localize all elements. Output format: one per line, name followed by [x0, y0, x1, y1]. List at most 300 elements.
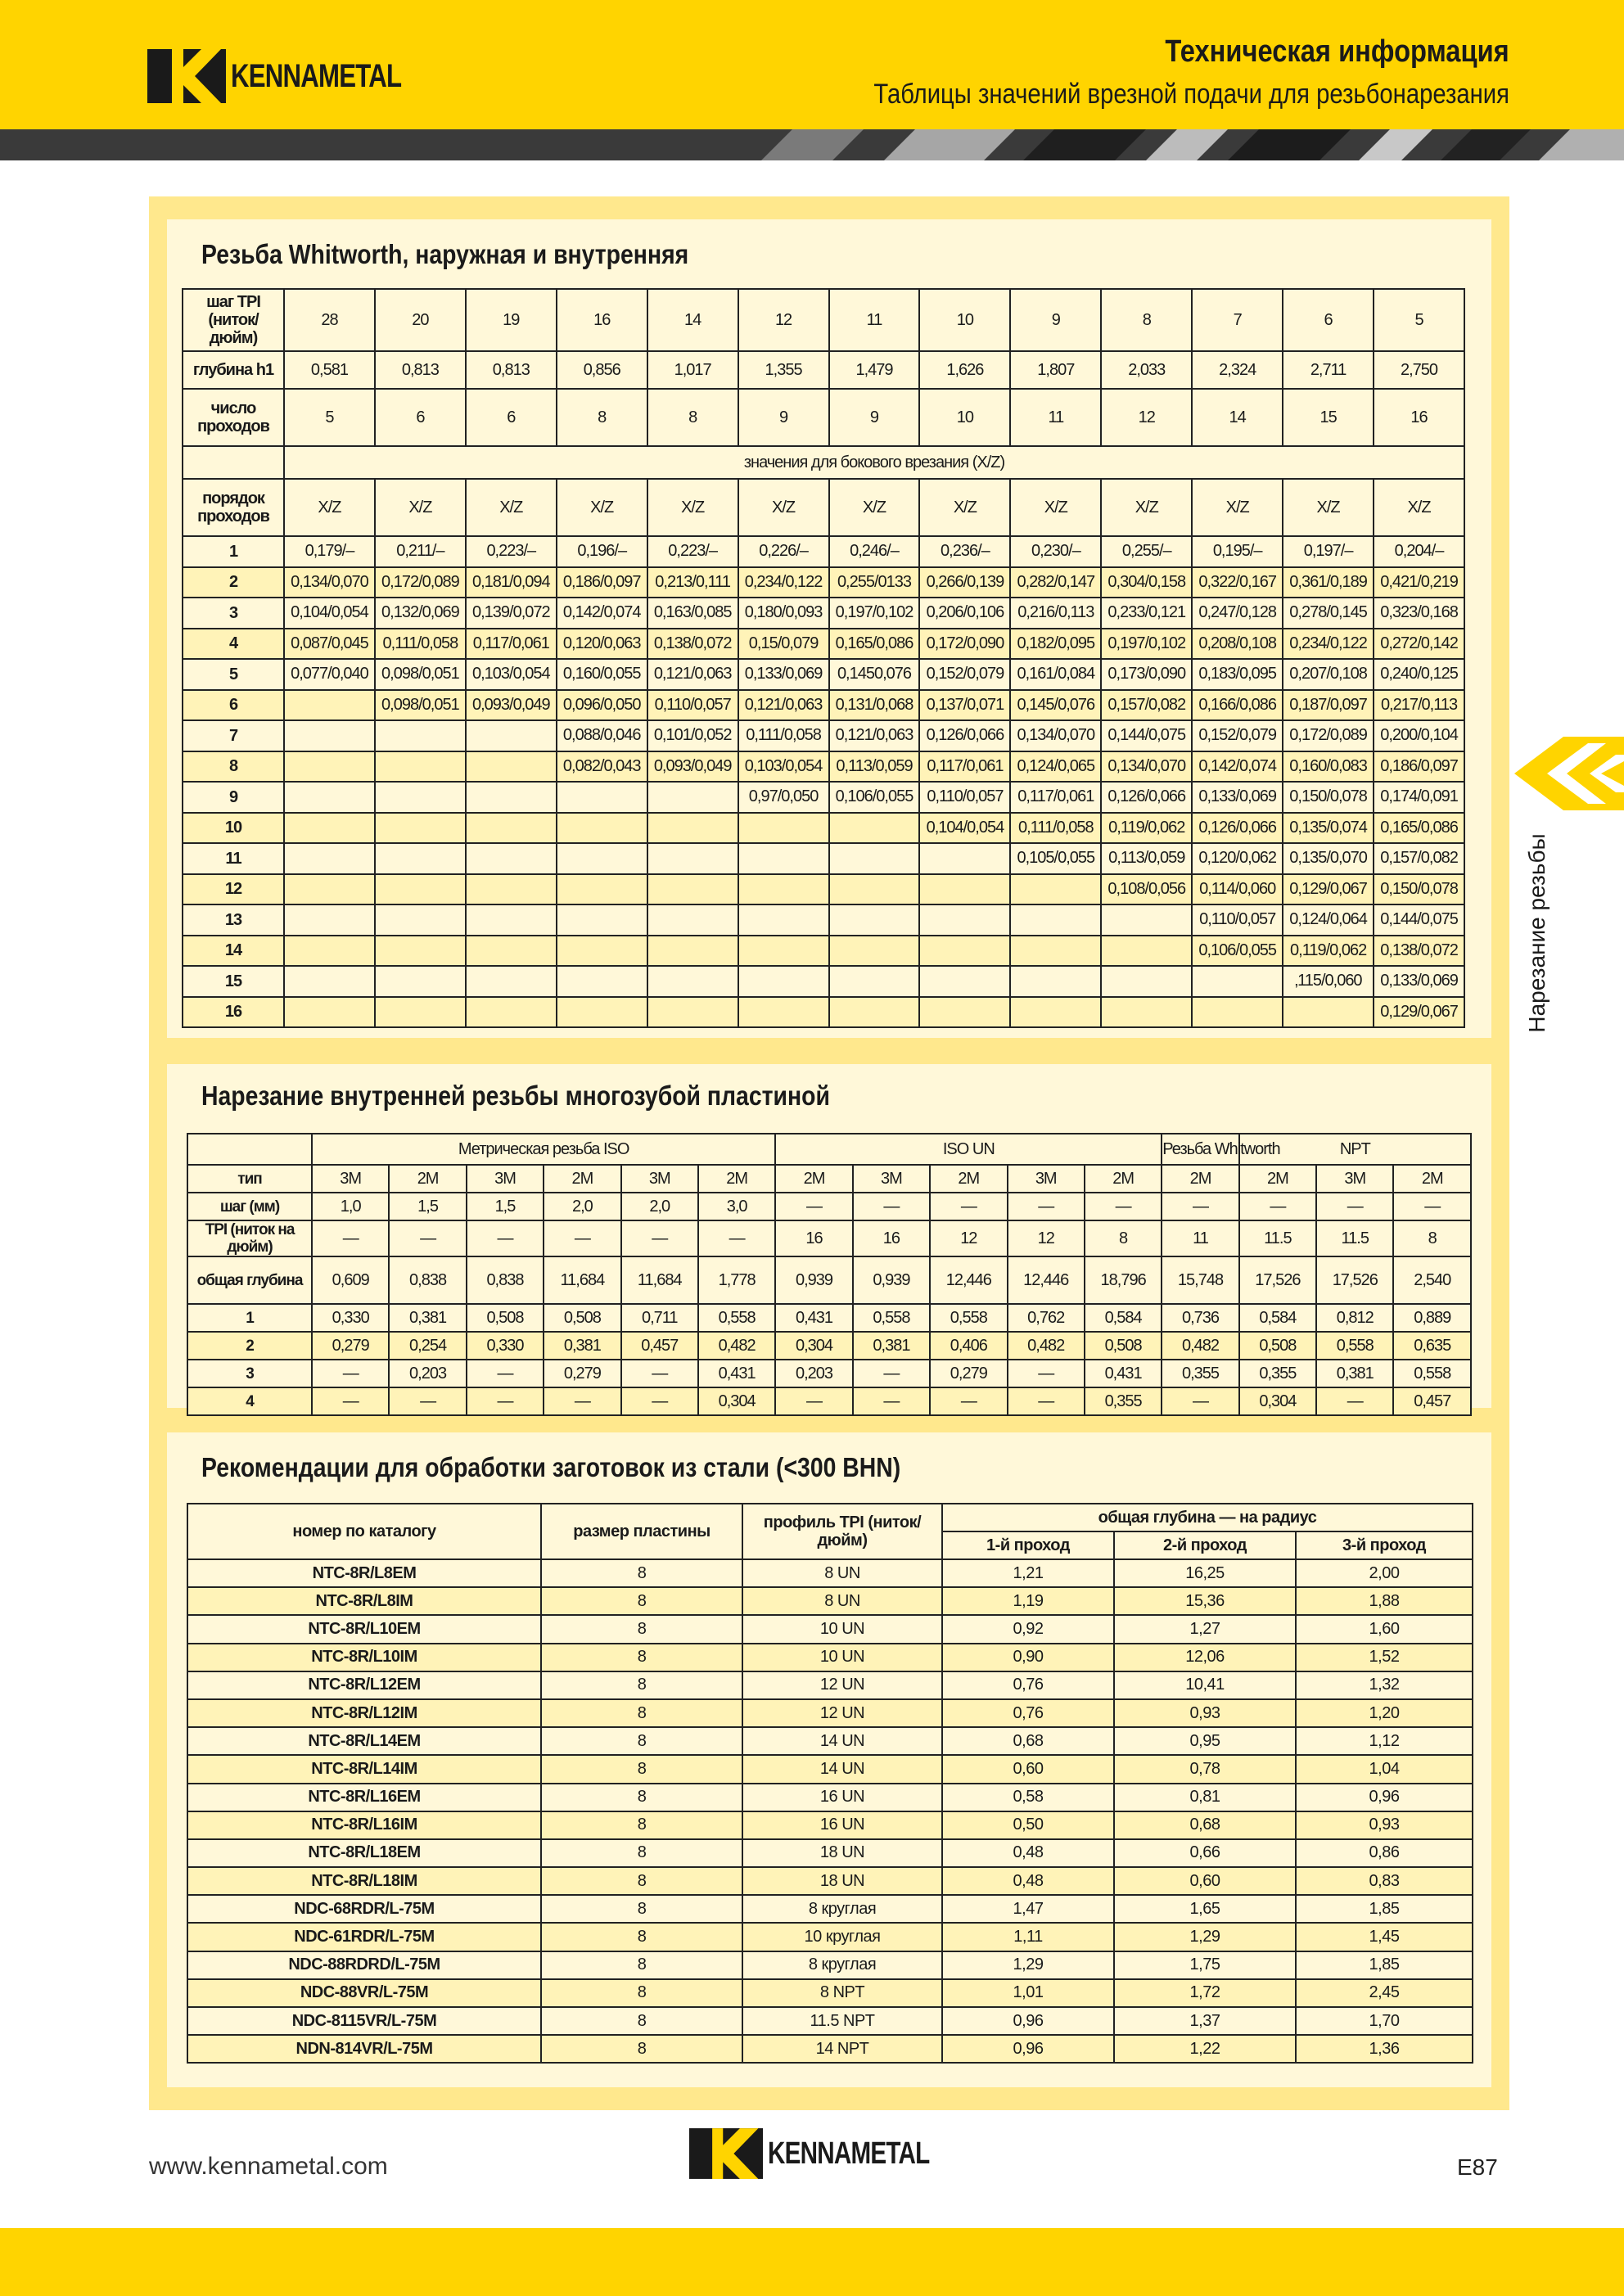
table-cell: 0,838	[467, 1256, 544, 1304]
catalog-number: NTC-8R/L18EM	[187, 1839, 541, 1867]
table-cell	[1101, 997, 1192, 1028]
table-cell: 1,75	[1114, 1951, 1296, 1979]
table-cell: 0,813	[375, 351, 466, 389]
table-cell: 0,207/0,108	[1283, 659, 1374, 690]
table-cell: 5	[1374, 289, 1464, 351]
table-cell: 0,66	[1114, 1839, 1296, 1867]
table-cell: 8 круглая	[742, 1895, 942, 1923]
table-cell: 0,93	[1114, 1699, 1296, 1727]
kennametal-k-icon	[147, 49, 226, 103]
table-cell: 0,113/0,059	[829, 751, 920, 783]
table-cell: 0,211/–	[375, 536, 466, 567]
steel-card	[167, 1432, 1491, 2087]
table-cell: 0,110/0,057	[1192, 904, 1283, 936]
table-cell: 2,00	[1296, 1559, 1473, 1587]
table-cell: —	[1008, 1360, 1085, 1387]
table-cell: 1,29	[942, 1951, 1114, 1979]
table-cell: 0,278/0,145	[1283, 598, 1374, 629]
table-cell: 0,117/0,061	[919, 751, 1010, 783]
table-row	[187, 1360, 1471, 1387]
table-cell: 0,110/0,057	[919, 782, 1010, 813]
table-cell	[829, 966, 920, 997]
catalog-number: NTC-8R/L14EM	[187, 1727, 541, 1755]
table-cell: 0,95	[1114, 1727, 1296, 1755]
footer-bar	[0, 2228, 1624, 2296]
table-row	[187, 1559, 1473, 1587]
header-title: Техническая информация	[1165, 34, 1509, 69]
table-cell: 0,101/0,052	[647, 720, 738, 751]
table-cell: 0,330	[312, 1304, 389, 1332]
table-cell: 0,76	[942, 1671, 1114, 1699]
table-cell: 0,584	[1085, 1304, 1162, 1332]
table-cell: 0,206/0,106	[919, 598, 1010, 629]
table-cell: —	[698, 1220, 775, 1256]
tpi-row	[183, 289, 1464, 351]
table-cell	[1192, 997, 1283, 1028]
table-cell: 16	[557, 289, 647, 351]
table-row	[187, 1727, 1473, 1755]
table-cell: 0,457	[1393, 1387, 1471, 1415]
table-cell: 0,58	[942, 1784, 1114, 1811]
side-tab-label: Нарезание резьбы	[1524, 833, 1550, 1033]
table-cell: 8	[557, 389, 647, 446]
xz-cell: X/Z	[284, 479, 375, 536]
multitooth-card	[167, 1064, 1491, 1408]
table-cell: 0,119/0,062	[1283, 936, 1374, 967]
table-cell: 0,255/–	[1101, 536, 1192, 567]
table-row	[187, 1587, 1473, 1615]
header-catalog: номер по каталогу	[187, 1504, 541, 1559]
table-cell	[1010, 997, 1101, 1028]
table-cell: 0,304/0,158	[1101, 567, 1192, 598]
table-cell: 0,093/0,049	[647, 751, 738, 783]
table-cell: 1,22	[1114, 2035, 1296, 2063]
table-cell	[829, 904, 920, 936]
table-cell: 0,234/0,122	[738, 567, 829, 598]
table-cell: 0,255/0133	[829, 567, 920, 598]
table-row	[183, 904, 1464, 936]
table-row	[183, 598, 1464, 629]
table-cell: 0,939	[775, 1256, 852, 1304]
table-cell	[919, 936, 1010, 967]
table-cell: 0,609	[312, 1256, 389, 1304]
table-row	[183, 966, 1464, 997]
multitooth-table	[187, 1133, 1472, 1416]
table-row	[187, 1644, 1473, 1671]
table-cell: 0,200/0,104	[1374, 720, 1464, 751]
table-cell: 0,223/–	[647, 536, 738, 567]
table-cell: 0,142/0,074	[1192, 751, 1283, 783]
table-cell	[919, 966, 1010, 997]
table-cell	[647, 904, 738, 936]
table-cell: 0,088/0,046	[557, 720, 647, 751]
table-cell: 2,45	[1296, 1979, 1473, 2007]
table-cell: 0,482	[698, 1332, 775, 1360]
table-cell: 12,446	[930, 1256, 1007, 1304]
table-cell: 1,12	[1296, 1727, 1473, 1755]
table-cell: 1,72	[1114, 1979, 1296, 2007]
table-cell: 0,234/0,122	[1283, 629, 1374, 660]
row-label: порядок проходов	[183, 479, 284, 536]
type-row	[187, 1165, 1471, 1193]
table-cell: 0,813	[466, 351, 557, 389]
table-cell: —	[389, 1387, 466, 1415]
table-row	[183, 567, 1464, 598]
table-row	[187, 1755, 1473, 1783]
table-cell: 12	[930, 1220, 1007, 1256]
table-row	[187, 1387, 1471, 1415]
table-cell: 1,88	[1296, 1587, 1473, 1615]
row-number: 16	[183, 997, 284, 1028]
table-row	[183, 720, 1464, 751]
table-cell: 8 UN	[742, 1559, 942, 1587]
table-cell: 0,105/0,055	[1010, 843, 1101, 874]
table-cell: 0,179/–	[284, 536, 375, 567]
content-panel	[149, 196, 1509, 2110]
table-cell: 0,161/0,084	[1010, 659, 1101, 690]
row-label: глубина h1	[183, 351, 284, 389]
table-cell: 0,889	[1393, 1304, 1471, 1332]
table-cell: 1,29	[1114, 1923, 1296, 1951]
header-size: размер пластины	[541, 1504, 742, 1559]
passes-row	[183, 389, 1464, 446]
group-header: NPT	[1239, 1134, 1471, 1165]
table-cell: 0,246/–	[829, 536, 920, 567]
catalog-number: NDC-68RDR/L-75M	[187, 1895, 541, 1923]
row-number: 14	[183, 936, 284, 967]
section-title-multitooth: Нарезание внутренней резьбы многозубой пластиной	[201, 1080, 830, 1111]
table-cell: 0,197/–	[1283, 536, 1374, 567]
table-cell: —	[1085, 1193, 1162, 1220]
table-cell: 0,165/0,086	[1374, 813, 1464, 844]
table-cell: 9	[738, 389, 829, 446]
table-cell: 0,60	[942, 1755, 1114, 1783]
header-brand: KENNAMETAL	[231, 57, 402, 94]
table-cell	[466, 966, 557, 997]
table-cell: 0,1450,076	[829, 659, 920, 690]
table-cell: 0,86	[1296, 1839, 1473, 1867]
table-cell: 0,119/0,062	[1101, 813, 1192, 844]
section-title-steel: Рекомендации для обработки заготовок из стали (<300 BHN)	[201, 1452, 901, 1482]
side-tab-chevron-icon	[1514, 737, 1624, 810]
table-cell: 0,110/0,057	[647, 690, 738, 721]
table-cell: 8 NPT	[742, 1979, 942, 2007]
table-cell: 8	[541, 1895, 742, 1923]
table-cell: 0,104/0,054	[284, 598, 375, 629]
whitworth-table	[182, 288, 1465, 1028]
table-cell	[738, 813, 829, 844]
table-cell: 0,508	[1085, 1332, 1162, 1360]
table-cell: 0,121/0,063	[829, 720, 920, 751]
row-number: 2	[183, 567, 284, 598]
table-cell	[919, 904, 1010, 936]
table-cell: 0,96	[1296, 1784, 1473, 1811]
table-row	[187, 1979, 1473, 2007]
whitworth-card	[167, 219, 1491, 1038]
table-cell: 0,381	[1316, 1360, 1393, 1387]
table-cell	[1101, 904, 1192, 936]
table-cell: 0,355	[1085, 1387, 1162, 1415]
table-cell: 3,0	[698, 1193, 775, 1220]
table-cell: 0,812	[1316, 1304, 1393, 1332]
table-cell	[466, 782, 557, 813]
table-cell	[647, 966, 738, 997]
table-cell: 0,279	[930, 1360, 1007, 1387]
table-cell: —	[467, 1360, 544, 1387]
table-cell: 0,106/0,055	[829, 782, 920, 813]
table-cell	[466, 813, 557, 844]
catalog-number: NDC-8115VR/L-75M	[187, 2007, 541, 2035]
table-cell: —	[1162, 1193, 1238, 1220]
table-cell: 12,446	[1008, 1256, 1085, 1304]
table-cell: 0,81	[1114, 1784, 1296, 1811]
table-cell: 8	[541, 1811, 742, 1839]
table-row	[183, 629, 1464, 660]
table-cell: 15,748	[1162, 1256, 1238, 1304]
table-cell: 0,711	[621, 1304, 698, 1332]
xz-cell: X/Z	[557, 479, 647, 536]
table-cell	[284, 936, 375, 967]
row-number: 7	[183, 720, 284, 751]
table-cell: 0,304	[1239, 1387, 1316, 1415]
table-cell: 1,27	[1114, 1615, 1296, 1643]
table-cell: 0,157/0,082	[1101, 690, 1192, 721]
table-cell: 10 UN	[742, 1615, 942, 1643]
catalog-number: NTC-8R/L16EM	[187, 1784, 541, 1811]
table-cell: 0,187/0,097	[1283, 690, 1374, 721]
row-number: 2	[187, 1332, 312, 1360]
table-cell: ‚115/0,060	[1283, 966, 1374, 997]
table-cell: 0,098/0,051	[375, 690, 466, 721]
xz-cell: X/Z	[1374, 479, 1464, 536]
span-label: значения для бокового врезания (X/Z)	[284, 446, 1464, 479]
table-cell: —	[775, 1387, 852, 1415]
table-cell: 16	[1374, 389, 1464, 446]
table-cell	[647, 782, 738, 813]
table-row	[183, 659, 1464, 690]
table-cell: 2M	[1085, 1165, 1162, 1193]
table-cell	[284, 813, 375, 844]
table-cell: 0,279	[544, 1360, 620, 1387]
table-cell	[466, 843, 557, 874]
table-cell: 0,111/0,058	[375, 629, 466, 660]
table-cell: 0,160/0,083	[1283, 751, 1374, 783]
catalog-number: NDC-61RDR/L-75M	[187, 1923, 541, 1951]
table-cell: 0,126/0,066	[919, 720, 1010, 751]
footer-url[interactable]: www.kennametal.com	[149, 2153, 388, 2180]
table-cell: 2,540	[1393, 1256, 1471, 1304]
table-cell: 1,52	[1296, 1644, 1473, 1671]
table-cell	[738, 874, 829, 905]
table-cell: 0,197/0,102	[829, 598, 920, 629]
table-cell: 0,213/0,111	[647, 567, 738, 598]
table-row	[187, 1304, 1471, 1332]
table-cell: 0,173/0,090	[1101, 659, 1192, 690]
table-cell	[466, 936, 557, 967]
table-cell: 0,558	[1316, 1332, 1393, 1360]
table-cell: 10	[919, 289, 1010, 351]
table-cell: 6	[375, 389, 466, 446]
table-cell: 0,182/0,095	[1010, 629, 1101, 660]
table-row	[183, 690, 1464, 721]
table-cell: 1,20	[1296, 1699, 1473, 1727]
table-row	[187, 1811, 1473, 1839]
table-cell: 0,223/–	[466, 536, 557, 567]
table-cell	[375, 966, 466, 997]
table-cell: 0,160/0,055	[557, 659, 647, 690]
table-row	[183, 536, 1464, 567]
table-cell: 11,684	[544, 1256, 620, 1304]
table-cell: 0,120/0,062	[1192, 843, 1283, 874]
table-cell: 0,558	[698, 1304, 775, 1332]
table-cell: 11.5	[1239, 1220, 1316, 1256]
table-cell: 0,157/0,082	[1374, 843, 1464, 874]
table-cell	[557, 874, 647, 905]
table-cell	[375, 997, 466, 1028]
table-cell: 8	[541, 1839, 742, 1867]
row-number: 4	[187, 1387, 312, 1415]
table-row	[183, 936, 1464, 967]
table-cell: 0,133/0,069	[1374, 966, 1464, 997]
table-cell: 0,137/0,071	[919, 690, 1010, 721]
table-cell: 0,111/0,058	[738, 720, 829, 751]
table-cell	[284, 751, 375, 783]
table-cell: 0,322/0,167	[1192, 567, 1283, 598]
table-cell: —	[930, 1387, 1007, 1415]
table-cell: 0,133/0,069	[1192, 782, 1283, 813]
table-cell: —	[544, 1220, 620, 1256]
table-cell: 16	[775, 1220, 852, 1256]
table-cell: 8	[541, 1923, 742, 1951]
table-cell: 0,93	[1296, 1811, 1473, 1839]
table-cell: —	[1239, 1193, 1316, 1220]
row-number: 11	[183, 843, 284, 874]
table-cell: —	[853, 1193, 930, 1220]
table-cell: 1,37	[1114, 2007, 1296, 2035]
table-cell: 3M	[467, 1165, 544, 1193]
table-cell: 11	[1162, 1220, 1238, 1256]
table-row	[183, 813, 1464, 844]
table-cell: 0,117/0,061	[466, 629, 557, 660]
table-cell: 0,421/0,219	[1374, 567, 1464, 598]
table-cell	[284, 904, 375, 936]
table-cell: 8	[541, 1727, 742, 1755]
row-number: 1	[187, 1304, 312, 1332]
table-cell: 2M	[544, 1165, 620, 1193]
table-cell: 1,778	[698, 1256, 775, 1304]
table-cell: 0,233/0,121	[1101, 598, 1192, 629]
table-cell: 0,172/0,089	[1283, 720, 1374, 751]
table-cell	[1010, 966, 1101, 997]
table-cell: 2M	[1393, 1165, 1471, 1193]
table-cell: 1,5	[389, 1193, 466, 1220]
table-cell: 0,135/0,074	[1283, 813, 1374, 844]
table-cell: 8	[1085, 1220, 1162, 1256]
table-cell: 0,279	[312, 1332, 389, 1360]
table-cell: 10 UN	[742, 1644, 942, 1671]
table-cell	[557, 843, 647, 874]
table-row	[187, 1671, 1473, 1699]
table-cell: 0,120/0,063	[557, 629, 647, 660]
table-cell: 0,181/0,094	[466, 567, 557, 598]
empty-cell	[187, 1134, 312, 1165]
catalog-number: NTC-8R/L12IM	[187, 1699, 541, 1727]
table-row	[187, 1895, 1473, 1923]
table-cell: 0,077/0,040	[284, 659, 375, 690]
table-cell	[919, 843, 1010, 874]
table-cell: 14	[647, 289, 738, 351]
table-cell: 0,838	[389, 1256, 466, 1304]
row-number: 1	[183, 536, 284, 567]
table-cell: 0,121/0,063	[647, 659, 738, 690]
row-number: 3	[187, 1360, 312, 1387]
table-cell: 2,324	[1192, 351, 1283, 389]
table-cell: 0,142/0,074	[557, 598, 647, 629]
table-cell: —	[1316, 1193, 1393, 1220]
table-cell	[738, 997, 829, 1028]
table-cell: 0,111/0,058	[1010, 813, 1101, 844]
row-label: тип	[187, 1165, 312, 1193]
depth-row	[187, 1256, 1471, 1304]
table-cell: 12 UN	[742, 1671, 942, 1699]
table-cell: 0,96	[942, 2007, 1114, 2035]
table-cell: 8	[541, 1755, 742, 1783]
table-cell: 0,50	[942, 1811, 1114, 1839]
table-cell: 8	[541, 1559, 742, 1587]
table-cell	[557, 966, 647, 997]
table-cell: 0,174/0,091	[1374, 782, 1464, 813]
table-cell: 0,114/0,060	[1192, 874, 1283, 905]
table-cell: 0,138/0,072	[1374, 936, 1464, 967]
table-row	[183, 782, 1464, 813]
table-cell	[647, 936, 738, 967]
header-profile: профиль TPI (ниток/дюйм)	[742, 1504, 942, 1559]
header-depth-group: общая глубина — на радиус	[942, 1504, 1473, 1531]
table-cell: 0,482	[1008, 1332, 1085, 1360]
table-cell: 0,150/0,078	[1283, 782, 1374, 813]
table-cell: 0,96	[942, 2035, 1114, 2063]
table-cell: —	[312, 1387, 389, 1415]
table-cell: 14 UN	[742, 1727, 942, 1755]
table-cell: 8 UN	[742, 1587, 942, 1615]
table-cell: 9	[829, 389, 920, 446]
table-cell: 10,41	[1114, 1671, 1296, 1699]
catalog-number: NDC-88VR/L-75M	[187, 1979, 541, 2007]
table-cell: 15,36	[1114, 1587, 1296, 1615]
row-number: 6	[183, 690, 284, 721]
table-cell: 0,216/0,113	[1010, 598, 1101, 629]
xz-cell: X/Z	[466, 479, 557, 536]
table-cell: 0,217/0,113	[1374, 690, 1464, 721]
group-header: Резьба Whitworth	[1162, 1134, 1238, 1165]
table-cell: 0,236/–	[919, 536, 1010, 567]
span-row	[183, 446, 1464, 479]
table-cell: 0,103/0,054	[466, 659, 557, 690]
table-cell: 8	[541, 1644, 742, 1671]
table-cell	[557, 813, 647, 844]
table-cell: 14 UN	[742, 1755, 942, 1783]
table-cell: 11	[1010, 389, 1101, 446]
table-cell: —	[1008, 1193, 1085, 1220]
table-cell	[284, 966, 375, 997]
table-cell	[1010, 904, 1101, 936]
table-cell: 1,32	[1296, 1671, 1473, 1699]
table-cell: 0,558	[853, 1304, 930, 1332]
xz-cell: X/Z	[919, 479, 1010, 536]
table-cell: —	[621, 1220, 698, 1256]
table-cell: 2M	[1239, 1165, 1316, 1193]
table-cell: —	[467, 1387, 544, 1415]
